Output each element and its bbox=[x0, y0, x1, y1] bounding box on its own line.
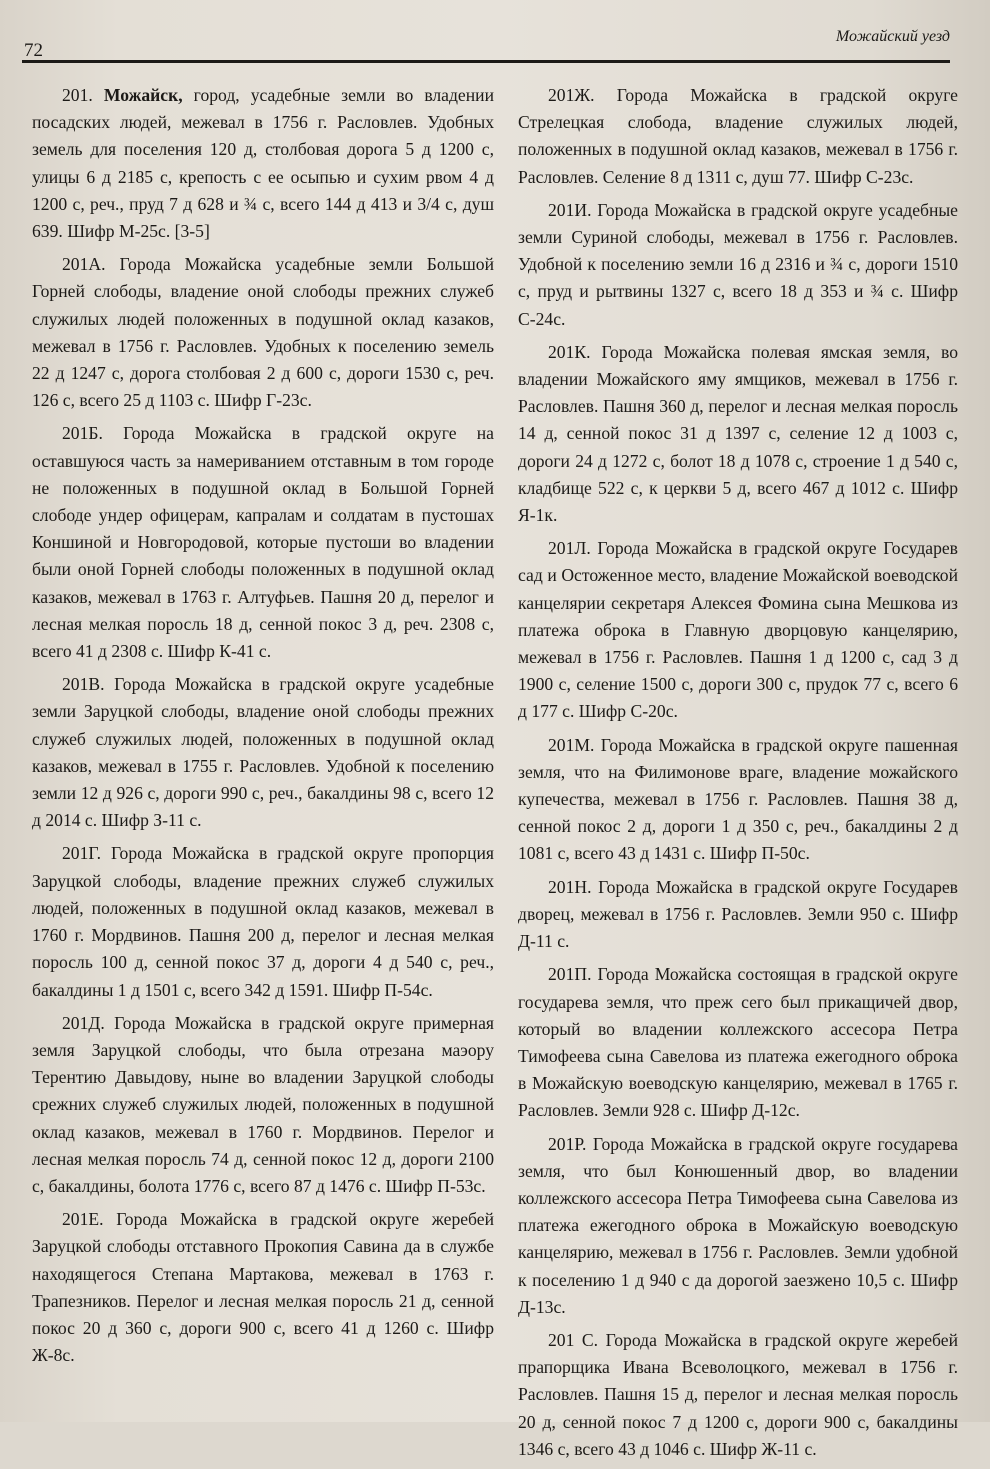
catalog-entry bbox=[518, 874, 958, 956]
entry-text: Города Можайска в градской округе усадебные земли Суриной слободы, межевал в 1756 г. Расловлев. Удобной к поселению земли 16 д 2316 и ¾ с, дороги 1510 с, пруд и рытвины 1327 с, всего 18 д 353 и ¾ с. Шифр С-24с. bbox=[518, 199, 958, 329]
entry-number: 201Г. bbox=[62, 843, 101, 864]
entry-text: Города Можайска в градской округе на оставшуюся часть за намериванием отставным в том городе не положенных в подушной оклад в Большой Горней слободе ундер офицерам, капралам и солдатам в пустошах Коншиной и Новгородовой, которые пустоши во владении были оной Горней слободы положенных в подушной оклад казаков, межевал в 1763 г. Алтуфьев. Пашня 20 д, перелог и лесная мелкая поросль 18 д, сенной покос 3 д, реч. 2308 с, всего 41 д 2308 с. Шифр К-41 с. bbox=[32, 423, 494, 662]
catalog-entry bbox=[32, 82, 494, 245]
page-header bbox=[22, 22, 950, 64]
entry-text: город, усадебные земли во владении посадских людей, межевал в 1756 г. Расловлев. Удобных земель для поселения 120 д, столбовая дорога 5 д 1200 с, улицы 6 д 2185 с, крепость с ее осыпью и сухим рвом 4 д 1200 с, реч., пруд 7 д 628 и ¾ с, всего 144 д 413 и 3/4 с, душ 639. Шифр М-25с. [3-5] bbox=[32, 85, 494, 242]
entry-number: 201П. bbox=[548, 964, 592, 985]
catalog-entry bbox=[518, 961, 958, 1124]
page-number: 72 bbox=[24, 40, 43, 61]
entry-number: 201К. bbox=[548, 341, 591, 362]
left-column bbox=[32, 82, 494, 1375]
entry-number: 201Е. bbox=[62, 1209, 104, 1230]
catalog-entry bbox=[518, 1131, 958, 1321]
entry-text: Города Можайска в градской округе пашенная земля, что на Филимонове враге, владение можайского купечества, межевал в 1756 г. Расловлев. Пашня 38 д, сенной покос 2 д, дороги 1 д 350 с, реч., бакалдины 2 д 1081 с, всего 43 д 1431 с. Шифр П-50с. bbox=[518, 734, 958, 864]
right-column bbox=[518, 82, 958, 1469]
entry-number: 201Б. bbox=[62, 423, 103, 444]
entry-number: 201Н. bbox=[548, 876, 592, 897]
catalog-entry bbox=[518, 82, 958, 191]
entry-text: Города Можайска усадебные земли Большой Горней слободы, владение оной слободы прежних служеб служилых людей положенных в подушной оклад казаков, межевал в 1756 г. Расловлев. Удобных к поселению земель 22 д 1247 с, дорога столбовая 2 д 600 с, дороги 1530 с, реч. 126 с, всего 25 д 1103 с. Шифр Г-23с. bbox=[32, 254, 494, 411]
entry-number: 201В. bbox=[62, 674, 105, 695]
catalog-entry bbox=[518, 732, 958, 868]
catalog-entry bbox=[32, 420, 494, 665]
entry-text: Города Можайска в градской округе Стрелецкая слобода, владение служилых людей, положенных в подушной оклад казаков, межевал в 1756 г. Расловлев. Селение 8 д 1311 с, душ 77. Шифр С-23с. bbox=[518, 85, 958, 187]
catalog-entry bbox=[32, 1010, 494, 1200]
entry-number: 201Р. bbox=[548, 1133, 587, 1154]
catalog-entry bbox=[518, 535, 958, 725]
entry-text: Города Можайска в градской округе Государев дворец, межевал в 1756 г. Расловлев. Земли 950 с. Шифр Д-11 с. bbox=[518, 876, 958, 952]
entry-text: Города Можайска в градской округе усадебные земли Заруцкой слободы, владение оной слободы прежних служеб служилых людей, положенных в подушной оклад казаков, межевал в 1755 г. Расловлев. Удобной к поселению земли 12 д 926 с, дороги 990 с, реч., бакалдины 98 с, всего 12 д 2014 с. Шифр З-11 с. bbox=[32, 674, 494, 831]
entry-text: Города Можайска в градской округе государева земля, что был Конюшенный двор, во владении коллежского ассесора Петра Тимофеева сына Савелова из платежа ежегодного оброка в Можайскую воеводскую канцелярию, межевал в 1756 г. Расловлев. Земли удобной к поселению 1 д 940 с да дорогой заезжено 10,5 с. Шифр Д-13с. bbox=[518, 1133, 958, 1317]
catalog-entry bbox=[32, 251, 494, 414]
entry-number: 201 С. bbox=[548, 1329, 599, 1350]
catalog-entry bbox=[518, 339, 958, 529]
entry-place-name: Можайск, bbox=[103, 85, 183, 105]
header-rule bbox=[22, 60, 950, 63]
entry-number: 201М. bbox=[548, 734, 595, 755]
running-title: Можайский уезд bbox=[835, 28, 950, 45]
catalog-entry bbox=[32, 1206, 494, 1369]
entry-text: Города Можайска в градской округе Государев сад и Остоженное место, владение Можайской воеводской канцелярии секретаря Алексея Фомина сына Мешкова из платежа оброка в Главную дворцовую канцелярию, межевал в 1756 г. Расловлев. Пашня 1 д 1200 с, сад 3 д 1900 с, селение 1500 с, дороги 300 с, прудок 77 с, всего 6 д 177 с. Шифр С-20с. bbox=[518, 538, 958, 722]
entry-number: 201. bbox=[62, 85, 93, 105]
entry-number: 201И. bbox=[548, 199, 592, 220]
entry-text: Города Можайска в градской округе жеребей Заруцкой слободы отставного Прокопия Савина да в службе находящегося Степана Мартакова, межевал в 1763 г. Трапезников. Перелог и лесная мелкая поросль 21 д, сенной покос 20 д 360 с, дороги 900 с, всего 41 д 1260 с. Шифр Ж-8с. bbox=[32, 1209, 494, 1366]
entry-number: 201А. bbox=[62, 254, 106, 275]
catalog-entry bbox=[32, 840, 494, 1003]
entry-number: 201Л. bbox=[548, 538, 591, 559]
catalog-entry bbox=[32, 671, 494, 834]
entry-number: 201Ж. bbox=[548, 85, 595, 105]
catalog-entry bbox=[518, 1327, 958, 1463]
entry-text: Города Можайска в градской округе жеребей прапорщика Ивана Всеволоцкого, межевал в 1756 г. Расловлев. Пашня 15 д, перелог и лесная мелкая поросль 20 д, сенной покос 7 д 1200 с, дороги 900 с, бакалдины 1346 с, всего 43 д 1046 с. Шифр Ж-11 с. bbox=[518, 1329, 958, 1459]
entry-text: Города Можайска в градской округе примерная земля Заруцкой слободы, что была отрезана маэору Терентию Давыдову, ныне во владении Заруцкой слободы срежних служеб служилых людей, положенных в подушной оклад казаков, межевал в 1760 г. Мордвинов. Перелог и лесная мелкая поросль 74 д, сенной покос 12 д, дороги 2100 с, бакалдины, болота 1776 с, всего 87 д 1476 с. Шифр П-53с. bbox=[32, 1012, 494, 1196]
catalog-entry bbox=[518, 197, 958, 333]
entry-text: Города Можайска в градской округе пропорция Заруцкой слободы, владение прежних служеб служилых людей, положенных в подушной оклад казаков, межевал в 1760 г. Мордвинов. Пашня 200 д, перелог и лесная мелкая поросль 100 д, сенной покос 37 д, дороги 4 д 540 с, реч., бакалдины 1 д 1501 с, всего 342 д 1591. Шифр П-54с. bbox=[32, 843, 494, 1000]
entry-text: Города Можайска полевая ямская земля, во владении Можайского яму ямщиков, межевал в 1756 г. Расловлев. Пашня 360 д, перелог и лесная мелкая поросль 14 д, сенной покос 31 д 1397 с, селение 12 д 1003 с, дороги 24 д 1272 с, болот 18 д 1078 с, строение 1 д 540 с, кладбище 522 с, к церкви 5 д, всего 467 д 1012 с. Шифр Я-1к. bbox=[518, 341, 958, 526]
entry-text: Города Можайска состоящая в градской округе государева земля, что преж сего был прикащичей двор, который во владении коллежского ассесора Петра Тимофеева сына Савелова из платежа ежегодного оброка в Можайскую воеводскую канцелярию, межевал в 1765 г. Расловлев. Земли 928 с. Шифр Д-12с. bbox=[518, 964, 958, 1121]
entry-number: 201Д. bbox=[62, 1012, 105, 1033]
